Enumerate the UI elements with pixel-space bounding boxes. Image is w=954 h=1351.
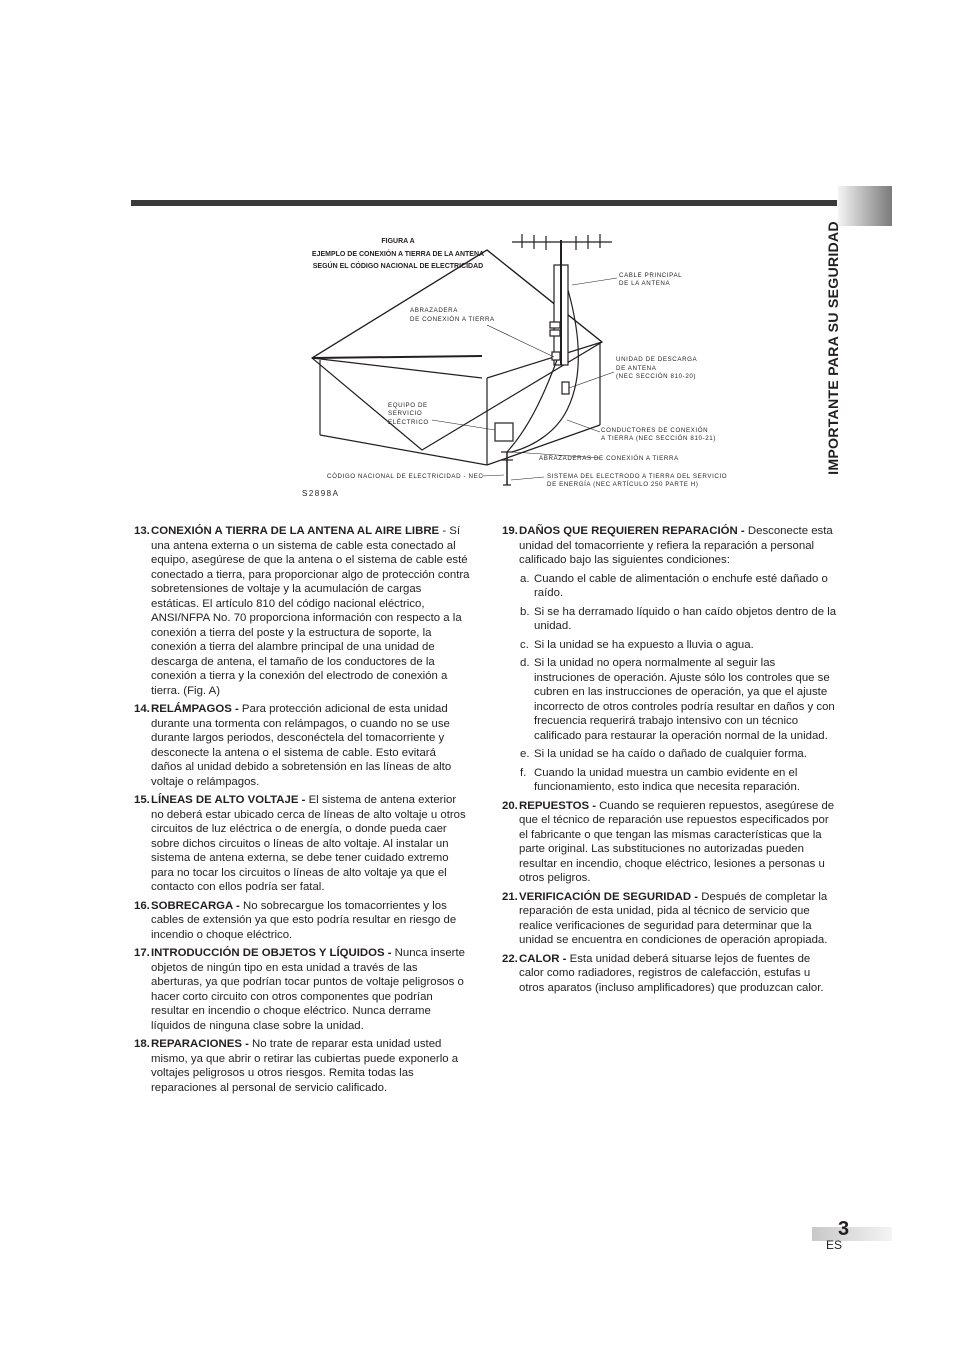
sub-text: Si la unidad no opera normalmente al seguir las instruciones de operación. Ajuste sólo los controles que se cubren en las instrucciones de operación, ya que el ajuste incorrecto de otros controles podría resultar en daños y con frecuencia requerirá trabajo intensivo con un técnico calificado para restaurar la operación normal de la unidad.: [534, 657, 835, 742]
antenna-grounding-figure: [282, 230, 732, 502]
item-heading: REPARACIONES -: [151, 1038, 249, 1050]
label-equipment-1: EQUIPO DE: [388, 402, 428, 409]
header-rule: [131, 200, 837, 206]
item-number: 14.: [134, 703, 150, 715]
item-number: 19.: [502, 525, 518, 537]
item-number: 17.: [134, 947, 150, 959]
label-clamps: ABRAZADERAS DE CONEXIÓN A TIERRA: [539, 455, 679, 462]
page-language: ES: [826, 1238, 843, 1252]
section-tab: [838, 186, 892, 226]
label-discharge-3: (NEC SECCIÓN 810-20): [616, 373, 697, 380]
sub-item-f: [502, 766, 838, 795]
item-14: [134, 702, 470, 789]
sub-text: Si se ha derramado líquido o han caído objetos dentro de la unidad.: [534, 605, 837, 632]
label-conductors-2: A TIERRA (NEC SECCIÓN 810-21): [601, 435, 716, 442]
item-body: El sistema de antena exterior no deberá estar ubicado cerca de líneas de alto voltaje u otros circuitos de luz eléctrica o de energía, o donde pueda caer sobre dichos circuitos o líneas de alto voltaje. Al instalar un sistema de antena externa, se debe tener cuidado extremo para no tocar los circuitos o líneas de alto voltaje ya que el contacto con ellos podría ser fatal.: [151, 794, 466, 893]
item-heading: SOBRECARGA -: [151, 899, 240, 912]
item-13: [134, 524, 470, 698]
item-heading: DAÑOS QUE REQUIEREN REPARACIÓN -: [519, 525, 745, 537]
sub-text: Si la unidad se ha caído o dañado de cualquier forma.: [534, 748, 807, 760]
label-main-cable-1: CABLE PRINCIPAL: [619, 272, 683, 279]
sub-letter: d.: [520, 657, 530, 669]
item-body: - Sí una antena externa o un sistema de cable esta conectado al equipo, asegúrese de que la antena o el sistema de cable esté conectado a tierra, para proporcionar algo de protección contra sobretensiones de voltaje y la acumulación de cargas estáticas. El artículo 810 del código nacional eléctrico, ANSI/NFPA No. 70 proporciona información con respecto a la conexión a tierra del poste y la estructura de soporte, la conexión a tierra del alambre principal de una unidad de descarga de antena, el tamaño de los conductores de la conexión a tierra y la conexión del electrodo de conexión a tierra. (Fig. A): [151, 525, 470, 697]
item-number: 18.: [134, 1038, 150, 1050]
item-heading: VERIFICACIÓN DE SEGURIDAD -: [519, 890, 699, 903]
sub-letter: a.: [520, 572, 530, 585]
item-body: Nunca inserte objetos de ningún tipo en esta unidad a través de las aberturas, ya que podrían tocar puntos de voltaje peligrosos o hacer corto circuito con otros componentes que podrían resultar en incendio o choque eléctrico. Nunca derrame líquidos de ninguna clase sobre la unidad.: [151, 947, 465, 1032]
label-main-cable-2: DE LA ANTENA: [619, 280, 671, 287]
figure-title-1: FIGURA A: [381, 238, 415, 245]
sub-letter: c.: [520, 638, 529, 651]
item-22: [502, 952, 838, 996]
page-number: 3: [838, 1218, 850, 1240]
label-electrode-2: DE ENERGÍA (NEC ARTÍCULO 250 PARTE H): [547, 481, 699, 488]
item-20: [502, 799, 838, 886]
item-number: 16.: [134, 899, 150, 912]
item-body: Cuando se requieren repuestos, asegúrese de que el técnico de reparación use repuestos especificados por el fabricante o que tengan las mismas características que la parte original. Las substituciones no autorizadas pueden resultar en incendio, choque eléctrico, lesiones a personas u otros peligros.: [519, 799, 835, 884]
label-equipment-3: ELÉCTRICO: [388, 419, 429, 426]
item-16: [134, 899, 470, 943]
sub-item-b: [502, 605, 838, 634]
figure-title-3: SEGÚN EL CÓDIGO NACIONAL DE ELECTRICIDAD: [312, 263, 484, 270]
section-title-vertical: IMPORTANTE PARA SU SEGURIDAD: [826, 221, 842, 475]
right-column: [502, 524, 838, 999]
item-17: [134, 946, 470, 1033]
label-discharge-1: UNIDAD DE DESCARGA: [616, 356, 698, 363]
sub-letter: b.: [520, 605, 530, 618]
item-body: No trate de reparar esta unidad usted mismo, ya que abrir o retirar las cubiertas puede exponerlo a voltajes peligrosos u otros riesgos. Remita todas las reparaciones al personal de servicio calificado.: [151, 1038, 459, 1094]
sub-item-e: [502, 747, 838, 762]
item-number: 22.: [502, 952, 518, 965]
item-body: Desconecte esta unidad del tomacorriente y refiera la reparación a personal calificado bajo las siguientes condiciones:: [519, 525, 833, 566]
item-heading: CONEXIÓN A TIERRA DE LA ANTENA AL AIRE LIBRE: [151, 525, 440, 537]
item-body: Para protección adicional de esta unidad durante una tormenta con relámpagos, o cuando no se use durante largos periodos, desconéctela del tomacorriente y desconecte la antena o el sistema de cable. Esto evitará daños al unidad debido a sobretensión en las líneas de alto voltaje o relámpagos.: [151, 703, 452, 788]
item-body: No sobrecargue los tomacorrientes y los cables de extensión ya que esto podría resultar en riesgo de incendio o choque eléctrico.: [151, 899, 457, 941]
sub-letter: e.: [520, 748, 530, 760]
label-clamp-2: DE CONEXIÓN A TIERRA: [410, 316, 495, 323]
item-15: [134, 793, 470, 895]
label-discharge-2: DE ANTENA: [616, 365, 657, 372]
figure-id: S2898A: [302, 489, 340, 498]
left-column: [134, 524, 470, 1099]
sub-item-c: [502, 638, 838, 653]
item-number: 20.: [502, 799, 518, 812]
item-19: [502, 524, 838, 568]
label-electrode-1: SISTEMA DEL ELECTRODO A TIERRA DEL SERVICIO: [547, 473, 728, 480]
item-heading: REPUESTOS -: [519, 799, 597, 812]
label-clamp-1: ABRAZADERA: [410, 307, 458, 314]
item-heading: INTRODUCCIÓN DE OBJETOS Y LÍQUIDOS -: [151, 947, 392, 959]
sub-item-d: [502, 656, 838, 743]
item-body: Esta unidad deberá situarse lejos de fuentes de calor como radiadores, registros de calefacción, estufas u otros aparatos (incluso amplificadores) que produzcan calor.: [519, 952, 824, 994]
item-body: Después de completar la reparación de esta unidad, pida al técnico de servicio que realice verificaciones de seguridad para determinar que la unidad se encuentra en condiciones de operación apropiada.: [519, 890, 828, 946]
item-21: [502, 890, 838, 948]
sub-text: Cuando la unidad muestra un cambio evidente en el funcionamiento, esto indica que necesita reparación.: [534, 766, 800, 793]
item-number: 21.: [502, 890, 518, 903]
item-number: 13.: [134, 525, 150, 537]
sub-letter: f.: [520, 766, 527, 779]
sub-item-a: [502, 572, 838, 601]
item-number: 15.: [134, 794, 150, 806]
figure-title-2: EJEMPLO DE CONEXIÓN A TIERRA DE LA ANTENA: [311, 251, 485, 258]
page-number-bar: [812, 1227, 892, 1241]
item-heading: CALOR -: [519, 952, 567, 965]
item-heading: LÍNEAS DE ALTO VOLTAJE -: [151, 794, 306, 806]
label-equipment-2: SERVICIO: [388, 410, 423, 417]
label-conductors-1: CONDUCTORES DE CONEXIÓN: [601, 427, 709, 434]
item-heading: RELÁMPAGOS -: [151, 703, 239, 715]
sub-text: Si la unidad se ha expuesto a lluvia o agua.: [534, 638, 754, 651]
item-18: [134, 1037, 470, 1095]
label-nec: CÓDIGO NACIONAL DE ELECTRICIDAD - NEC: [327, 473, 484, 480]
sub-text: Cuando el cable de alimentación o enchufe esté dañado o raído.: [534, 572, 828, 599]
